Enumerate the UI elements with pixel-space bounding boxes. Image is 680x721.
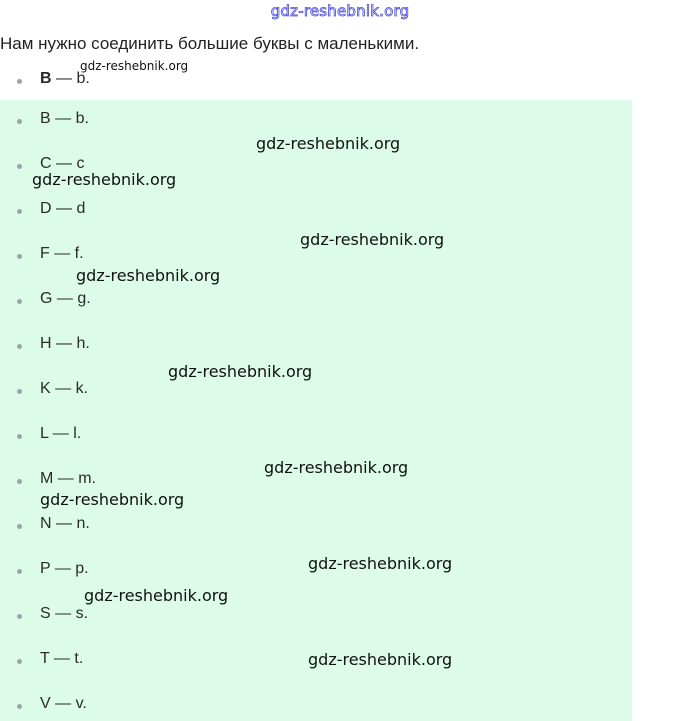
bullet-icon [17, 119, 22, 124]
pair-rest: — b. [51, 70, 90, 87]
bullet-icon [17, 659, 22, 664]
pair-text: H — h. [40, 335, 90, 352]
pair-text: D — d [40, 200, 86, 217]
bullet-icon [17, 524, 22, 529]
pair-text: K — k. [40, 380, 89, 397]
pair-text: B — b. [40, 110, 89, 127]
pair-text: M — m. [40, 470, 96, 487]
bullet-icon [17, 434, 22, 439]
bullet-icon [17, 344, 22, 349]
bullet-icon [17, 79, 22, 84]
answer-panel [0, 100, 632, 721]
bullet-icon [17, 164, 22, 169]
pair-text: V — v. [40, 695, 87, 712]
pair-text: T — t. [40, 650, 84, 667]
task-intro: Нам нужно соединить большие буквы с маленькими. [0, 34, 420, 53]
pair-text: L — l. [40, 425, 82, 442]
site-header-watermark: gdz-reshebnik.org [270, 2, 410, 20]
pair-text: N — n. [40, 515, 90, 532]
pair-text: C — c [40, 155, 85, 172]
pair-text: P — p. [40, 560, 89, 577]
watermark: gdz-reshebnik.org [76, 266, 221, 285]
bullet-icon [17, 479, 22, 484]
watermark: gdz-reshebnik.org [80, 59, 189, 73]
bullet-icon [17, 254, 22, 259]
watermark: gdz-reshebnik.org [256, 134, 401, 153]
bullet-icon [17, 704, 22, 709]
watermark: gdz-reshebnik.org [308, 554, 453, 573]
watermark: gdz-reshebnik.org [168, 362, 313, 381]
pair-text: S — s. [40, 605, 89, 622]
pair-text: F — f. [40, 245, 84, 262]
watermark: gdz-reshebnik.org [32, 170, 177, 189]
bullet-icon [17, 614, 22, 619]
watermark: gdz-reshebnik.org [308, 650, 453, 669]
pair-upper: B [40, 70, 52, 87]
bullet-icon [17, 389, 22, 394]
watermark: gdz-reshebnik.org [300, 230, 445, 249]
bullet-icon [17, 569, 22, 574]
bullet-icon [17, 299, 22, 304]
watermark: gdz-reshebnik.org [40, 490, 185, 509]
watermark: gdz-reshebnik.org [264, 458, 409, 477]
bullet-icon [17, 209, 22, 214]
pair-text: G — g. [40, 290, 91, 307]
watermark: gdz-reshebnik.org [84, 586, 229, 605]
